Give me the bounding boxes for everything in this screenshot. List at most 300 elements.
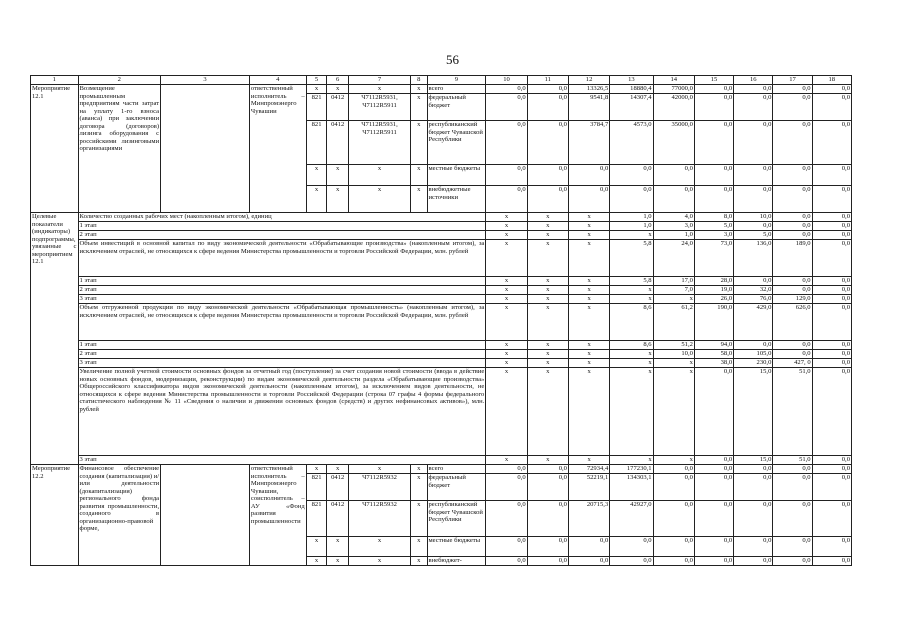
value-cell: 0,0 <box>486 537 527 557</box>
indicator-value: 5,8 <box>610 240 653 277</box>
value-cell: 72934,4 <box>568 465 609 474</box>
column-number-header: 4 <box>249 76 306 85</box>
stage-value: 0,0 <box>734 222 773 231</box>
value-cell: 0,0 <box>653 465 694 474</box>
stage-value: x <box>568 350 609 359</box>
indicator-value: x <box>486 240 527 277</box>
value-cell: 9541,8 <box>568 94 609 121</box>
value-cell: 0,0 <box>694 474 733 501</box>
value-cell: 0,0 <box>694 85 733 94</box>
value-cell: 0,0 <box>527 85 568 94</box>
indicator-value: 73,0 <box>694 240 733 277</box>
stage-label: 1 этап <box>78 222 486 231</box>
indicator-value: x <box>486 368 527 456</box>
value-cell: 0,0 <box>527 474 568 501</box>
stage-value: 5,0 <box>734 231 773 240</box>
indicator-value: 0,0 <box>812 240 851 277</box>
column-number-header: 17 <box>773 76 812 85</box>
section-code: 0412 <box>327 121 349 165</box>
section-code: x <box>327 465 349 474</box>
stage-value: x <box>653 359 694 368</box>
stage-value: 0,0 <box>812 277 851 286</box>
stage-value: x <box>610 359 653 368</box>
target-article-code: x <box>349 557 411 566</box>
indicator-value: 10,0 <box>734 213 773 222</box>
value-cell: 0,0 <box>486 121 527 165</box>
value-cell: 0,0 <box>653 186 694 213</box>
value-cell: 0,0 <box>653 501 694 537</box>
expense-type-code: x <box>410 121 427 165</box>
indicator-value: 0,0 <box>812 368 851 456</box>
stage-value: x <box>610 231 653 240</box>
stage-value: x <box>527 456 568 465</box>
stage-value: x <box>486 286 527 295</box>
stage-value: x <box>653 295 694 304</box>
stage-value: 7,0 <box>653 286 694 295</box>
indicator-value: 189,0 <box>773 240 812 277</box>
stage-value: 0,0 <box>812 286 851 295</box>
stage-label: 2 этап <box>78 286 486 295</box>
indicator-value: x <box>527 213 568 222</box>
grbs-code: 821 <box>306 94 327 121</box>
stage-value: 76,0 <box>734 295 773 304</box>
value-cell: 0,0 <box>527 557 568 566</box>
indicator-value: 190,0 <box>694 304 733 341</box>
value-cell: 20715,3 <box>568 501 609 537</box>
stage-value: x <box>527 359 568 368</box>
stage-value: x <box>610 286 653 295</box>
value-cell: 0,0 <box>734 85 773 94</box>
stage-value: x <box>610 350 653 359</box>
column-number-header: 1 <box>31 76 79 85</box>
funding-source: внебюджетные источники <box>427 186 486 213</box>
stage-value: 0,0 <box>812 341 851 350</box>
value-cell: 0,0 <box>610 165 653 186</box>
stage-value: 105,0 <box>734 350 773 359</box>
stage-value: 10,0 <box>653 350 694 359</box>
stage-value: 0,0 <box>812 231 851 240</box>
stage-value: x <box>527 350 568 359</box>
stage-value: 0,0 <box>773 231 812 240</box>
section-code: x <box>327 85 349 94</box>
value-cell: 0,0 <box>486 474 527 501</box>
indicator-value: 0,0 <box>694 368 733 456</box>
expense-type-code: x <box>410 501 427 537</box>
indicator-value: 4,0 <box>653 213 694 222</box>
table-row <box>31 368 852 456</box>
stage-value: 51,0 <box>773 456 812 465</box>
indicator-value: 0,0 <box>773 213 812 222</box>
stage-label: 1 этап <box>78 341 486 350</box>
indicator-value: 8,6 <box>610 304 653 341</box>
stage-value: x <box>486 295 527 304</box>
value-cell: 0,0 <box>486 557 527 566</box>
target-article-code: Ч7112R5932 <box>349 501 411 537</box>
value-cell: 0,0 <box>734 501 773 537</box>
table-row <box>31 341 852 350</box>
stage-value: 58,0 <box>694 350 733 359</box>
table-row <box>31 359 852 368</box>
measure-description: Финансовое обеспечение создания (капитализация) и/или деятельности (докапитализация) регионального фонда развития промышленности, созданного в организационно-правовой форме, <box>78 465 161 566</box>
column-number-header: 15 <box>694 76 733 85</box>
value-cell: 0,0 <box>694 537 733 557</box>
stage-value: 51,2 <box>653 341 694 350</box>
stage-value: 0,0 <box>812 456 851 465</box>
value-cell: 0,0 <box>734 474 773 501</box>
value-cell: 0,0 <box>527 501 568 537</box>
value-cell: 0,0 <box>694 94 733 121</box>
value-cell: 0,0 <box>812 465 851 474</box>
value-cell: 0,0 <box>486 94 527 121</box>
expense-type-code: x <box>410 465 427 474</box>
value-cell: 0,0 <box>568 557 609 566</box>
column-number-header: 9 <box>427 76 486 85</box>
stage-value: 0,0 <box>812 359 851 368</box>
measure-description: Возмещение промышленным предприятиям части затрат на уплату 1-го взноса (аванса) при заключении договора (договоров) лизинга оборудования с российскими лизинговыми организациями <box>78 85 161 213</box>
indicator-value: 15,0 <box>734 368 773 456</box>
value-cell: 0,0 <box>694 465 733 474</box>
stage-value: x <box>527 222 568 231</box>
table-row <box>31 350 852 359</box>
stage-value: x <box>568 295 609 304</box>
value-cell: 0,0 <box>812 85 851 94</box>
expense-type-code: x <box>410 537 427 557</box>
table-row <box>31 222 852 231</box>
indicator-title: Увеличение полной учетной стоимости основных фондов за отчетный год (поступление) за счет создания новой стоимости (ввода в действие новых основных фондов, модернизации, реконструкции) по видам экономической деятельности раздела «Обрабатывающие производства» Общероссийского классификатора видов экономической деятельности (накопленным итогом), за исключением видов деятельности, не относящихся к сфере ведения Министерства промышленности и торговли Российской Федерации (строка 07 графы 4 формы федерального статистического наблюдения № 11 «Сведения о наличии и движении основных фондов (средств) и других нефинансовых активов»), млн. рублей <box>78 368 486 456</box>
value-cell: 0,0 <box>527 537 568 557</box>
stage-value: 5,0 <box>694 222 733 231</box>
column-number-header: 11 <box>527 76 568 85</box>
value-cell: 42000,0 <box>653 94 694 121</box>
stage-value: 230,0 <box>734 359 773 368</box>
value-cell: 0,0 <box>734 186 773 213</box>
table-row <box>31 76 852 85</box>
indicator-value: 8,0 <box>694 213 733 222</box>
stage-value: 0,0 <box>773 277 812 286</box>
section-code: 0412 <box>327 474 349 501</box>
target-article-code: x <box>349 465 411 474</box>
value-cell: 0,0 <box>694 186 733 213</box>
column-number-header: 8 <box>410 76 427 85</box>
value-cell: 0,0 <box>694 501 733 537</box>
stage-label: 2 этап <box>78 231 486 240</box>
column-number-header: 7 <box>349 76 411 85</box>
stage-value: 0,0 <box>812 295 851 304</box>
value-cell: 13326,5 <box>568 85 609 94</box>
stage-value: 129,0 <box>773 295 812 304</box>
stage-value: 5,8 <box>610 277 653 286</box>
stage-value: x <box>568 341 609 350</box>
value-cell: 0,0 <box>812 537 851 557</box>
stage-value: 0,0 <box>734 341 773 350</box>
value-cell: 77000,0 <box>653 85 694 94</box>
funding-source: федеральный бюджет <box>427 474 486 501</box>
stage-label: 3 этап <box>78 359 486 368</box>
section-code: 0412 <box>327 94 349 121</box>
column-number-header: 3 <box>161 76 250 85</box>
value-cell: 0,0 <box>568 165 609 186</box>
stage-value: 0,0 <box>773 341 812 350</box>
grbs-code: x <box>306 85 327 94</box>
value-cell: 0,0 <box>773 465 812 474</box>
measure-label: Мероприятие 12.2 <box>31 465 79 566</box>
value-cell: 0,0 <box>773 501 812 537</box>
value-cell: 4573,0 <box>610 121 653 165</box>
value-cell: 0,0 <box>773 557 812 566</box>
measure-empty-cell <box>161 85 250 213</box>
funding-source: республиканский бюджет Чувашской Республики <box>427 121 486 165</box>
stage-value: 0,0 <box>694 456 733 465</box>
stage-value: 0,0 <box>812 222 851 231</box>
table-row <box>31 304 852 341</box>
column-number-header: 10 <box>486 76 527 85</box>
grbs-code: 821 <box>306 121 327 165</box>
target-article-code: Ч7112R5932 <box>349 474 411 501</box>
funding-source: местные бюджеты <box>427 537 486 557</box>
indicator-value: 1,0 <box>610 213 653 222</box>
expense-type-code: x <box>410 165 427 186</box>
stage-value: x <box>610 456 653 465</box>
value-cell: 0,0 <box>568 186 609 213</box>
stage-value: 3,0 <box>694 231 733 240</box>
stage-value: 28,0 <box>694 277 733 286</box>
stage-value: 1,0 <box>653 231 694 240</box>
value-cell: 0,0 <box>734 121 773 165</box>
funding-source: республиканский бюджет Чувашской Республики <box>427 501 486 537</box>
expense-type-code: x <box>410 557 427 566</box>
stage-value: x <box>568 222 609 231</box>
section-code: x <box>327 165 349 186</box>
stage-value: x <box>527 341 568 350</box>
value-cell: 0,0 <box>653 474 694 501</box>
value-cell: 0,0 <box>653 537 694 557</box>
value-cell: 0,0 <box>734 165 773 186</box>
value-cell: 0,0 <box>486 85 527 94</box>
stage-value: 3,0 <box>653 222 694 231</box>
value-cell: 0,0 <box>694 165 733 186</box>
target-article-code: x <box>349 186 411 213</box>
value-cell: 0,0 <box>694 121 733 165</box>
target-article-code: x <box>349 537 411 557</box>
grbs-code: x <box>306 537 327 557</box>
indicator-value: x <box>486 213 527 222</box>
column-number-header: 5 <box>306 76 327 85</box>
stage-label: 2 этап <box>78 350 486 359</box>
section-code: 0412 <box>327 501 349 537</box>
target-article-code: Ч7112R5931, Ч7112R5911 <box>349 94 411 121</box>
value-cell: 0,0 <box>812 121 851 165</box>
stage-value: x <box>486 231 527 240</box>
value-cell: 0,0 <box>773 165 812 186</box>
stage-value: x <box>527 286 568 295</box>
stage-value: 94,0 <box>694 341 733 350</box>
section-code: x <box>327 537 349 557</box>
stage-value: 0,0 <box>773 350 812 359</box>
value-cell: 0,0 <box>694 557 733 566</box>
value-cell: 0,0 <box>812 557 851 566</box>
stage-value: 8,6 <box>610 341 653 350</box>
indicator-value: 0,0 <box>812 213 851 222</box>
stage-value: x <box>568 456 609 465</box>
value-cell: 0,0 <box>486 165 527 186</box>
indicator-value: 136,0 <box>734 240 773 277</box>
expense-type-code: x <box>410 94 427 121</box>
value-cell: 0,0 <box>610 537 653 557</box>
stage-value: x <box>653 456 694 465</box>
value-cell: 0,0 <box>486 186 527 213</box>
measure-executor: ответственный исполнитель – Минпромэнерго Чувашии, соисполнитель – АУ «Фонд развития промышленности <box>249 465 306 566</box>
stage-value: x <box>568 231 609 240</box>
grbs-code: 821 <box>306 474 327 501</box>
stage-value: 427, 0 <box>773 359 812 368</box>
column-number-header: 16 <box>734 76 773 85</box>
value-cell: 0,0 <box>734 465 773 474</box>
expense-type-code: x <box>410 85 427 94</box>
indicator-value: x <box>610 368 653 456</box>
column-number-header: 13 <box>610 76 653 85</box>
stage-value: 32,0 <box>734 286 773 295</box>
value-cell: 0,0 <box>610 557 653 566</box>
column-number-header: 2 <box>78 76 161 85</box>
table-row <box>31 286 852 295</box>
value-cell: 0,0 <box>812 474 851 501</box>
value-cell: 35000,0 <box>653 121 694 165</box>
value-cell: 0,0 <box>773 537 812 557</box>
indicator-title: Объем отгруженной продукции по виду экономической деятельности «Обрабатывающая промышленность» (накопленным итогом), за исключением отраслей, не относящихся к сфере ведения Министерства промышленности и торговли Российской Федерации, млн. рублей <box>78 304 486 341</box>
stage-value: 38,0 <box>694 359 733 368</box>
stage-value: 0,0 <box>773 286 812 295</box>
stage-value: x <box>568 277 609 286</box>
funding-source: внебюджет- <box>427 557 486 566</box>
value-cell: 0,0 <box>734 557 773 566</box>
value-cell: 0,0 <box>653 165 694 186</box>
value-cell: 0,0 <box>812 165 851 186</box>
table-row <box>31 240 852 277</box>
stage-value: x <box>610 295 653 304</box>
value-cell: 0,0 <box>527 186 568 213</box>
value-cell: 0,0 <box>812 501 851 537</box>
stage-value: x <box>527 295 568 304</box>
indicator-title: Количество созданных рабочих мест (накопленным итогом), единиц <box>78 213 486 222</box>
program-table <box>30 75 852 566</box>
indicator-value: 61,2 <box>653 304 694 341</box>
stage-value: x <box>486 222 527 231</box>
value-cell: 0,0 <box>773 85 812 94</box>
grbs-code: x <box>306 557 327 566</box>
value-cell: 0,0 <box>812 94 851 121</box>
stage-value: 0,0 <box>773 222 812 231</box>
indicator-value: x <box>568 304 609 341</box>
stage-value: x <box>486 359 527 368</box>
indicator-value: 626,0 <box>773 304 812 341</box>
stage-value: 0,0 <box>812 350 851 359</box>
value-cell: 42927,0 <box>610 501 653 537</box>
indicator-value: x <box>568 240 609 277</box>
stage-value: x <box>486 350 527 359</box>
indicator-value: 51,0 <box>773 368 812 456</box>
expense-type-code: x <box>410 186 427 213</box>
table-row <box>31 85 852 94</box>
value-cell: 134303,1 <box>610 474 653 501</box>
stage-value: 26,0 <box>694 295 733 304</box>
value-cell: 0,0 <box>527 165 568 186</box>
value-cell: 18880,4 <box>610 85 653 94</box>
table-row <box>31 295 852 304</box>
column-number-header: 14 <box>653 76 694 85</box>
value-cell: 0,0 <box>773 186 812 213</box>
measure-empty-cell <box>161 465 250 566</box>
section-code: x <box>327 557 349 566</box>
value-cell: 0,0 <box>773 94 812 121</box>
measure-label: Мероприятие 12.1 <box>31 85 79 213</box>
value-cell: 0,0 <box>734 94 773 121</box>
value-cell: 14307,4 <box>610 94 653 121</box>
indicator-value: 0,0 <box>812 304 851 341</box>
value-cell: 0,0 <box>773 474 812 501</box>
value-cell: 0,0 <box>527 121 568 165</box>
value-cell: 3784,7 <box>568 121 609 165</box>
stage-value: x <box>486 456 527 465</box>
stage-value: x <box>568 359 609 368</box>
stage-value: 1,0 <box>610 222 653 231</box>
target-article-code: Ч7112R5931, Ч7112R5911 <box>349 121 411 165</box>
value-cell: 0,0 <box>527 94 568 121</box>
indicator-value: x <box>568 368 609 456</box>
section-code: x <box>327 186 349 213</box>
stage-value: x <box>486 341 527 350</box>
indicator-value: x <box>527 304 568 341</box>
stage-value: 17,0 <box>653 277 694 286</box>
target-article-code: x <box>349 165 411 186</box>
funding-source: всего <box>427 85 486 94</box>
stage-value: x <box>527 277 568 286</box>
value-cell: 52219,1 <box>568 474 609 501</box>
value-cell: 0,0 <box>812 186 851 213</box>
target-article-code: x <box>349 85 411 94</box>
indicator-value: x <box>486 304 527 341</box>
stage-value: x <box>527 231 568 240</box>
value-cell: 0,0 <box>486 501 527 537</box>
stage-value: x <box>486 277 527 286</box>
indicator-value: x <box>568 213 609 222</box>
table-row <box>31 213 852 222</box>
grbs-code: 821 <box>306 501 327 537</box>
funding-source: всего <box>427 465 486 474</box>
indicator-value: 24,0 <box>653 240 694 277</box>
table-row <box>31 277 852 286</box>
column-number-header: 12 <box>568 76 609 85</box>
stage-value: 15,0 <box>734 456 773 465</box>
stage-value: x <box>568 286 609 295</box>
measure-executor: ответственный исполнитель – Минпромэнерго Чувашии <box>249 85 306 213</box>
value-cell: 177230,1 <box>610 465 653 474</box>
expense-type-code: x <box>410 474 427 501</box>
value-cell: 0,0 <box>653 557 694 566</box>
value-cell: 0,0 <box>486 465 527 474</box>
table-row <box>31 456 852 465</box>
funding-source: местные бюджеты <box>427 165 486 186</box>
column-number-header: 18 <box>812 76 851 85</box>
value-cell: 0,0 <box>610 186 653 213</box>
grbs-code: x <box>306 186 327 213</box>
stage-label: 1 этап <box>78 277 486 286</box>
grbs-code: x <box>306 165 327 186</box>
stage-label: 3 этап <box>78 295 486 304</box>
indicator-value: x <box>653 368 694 456</box>
page-number: 56 <box>446 52 459 67</box>
funding-source: федеральный бюджет <box>427 94 486 121</box>
indicator-title: Объем инвестиций в основной капитал по виду экономической деятельности «Обрабатывающие производства» (накопленным итогом), за исключением отраслей, не относящихся к сфере ведения Министерства промышленности и торговли Российской Федерации, млн. рублей <box>78 240 486 277</box>
